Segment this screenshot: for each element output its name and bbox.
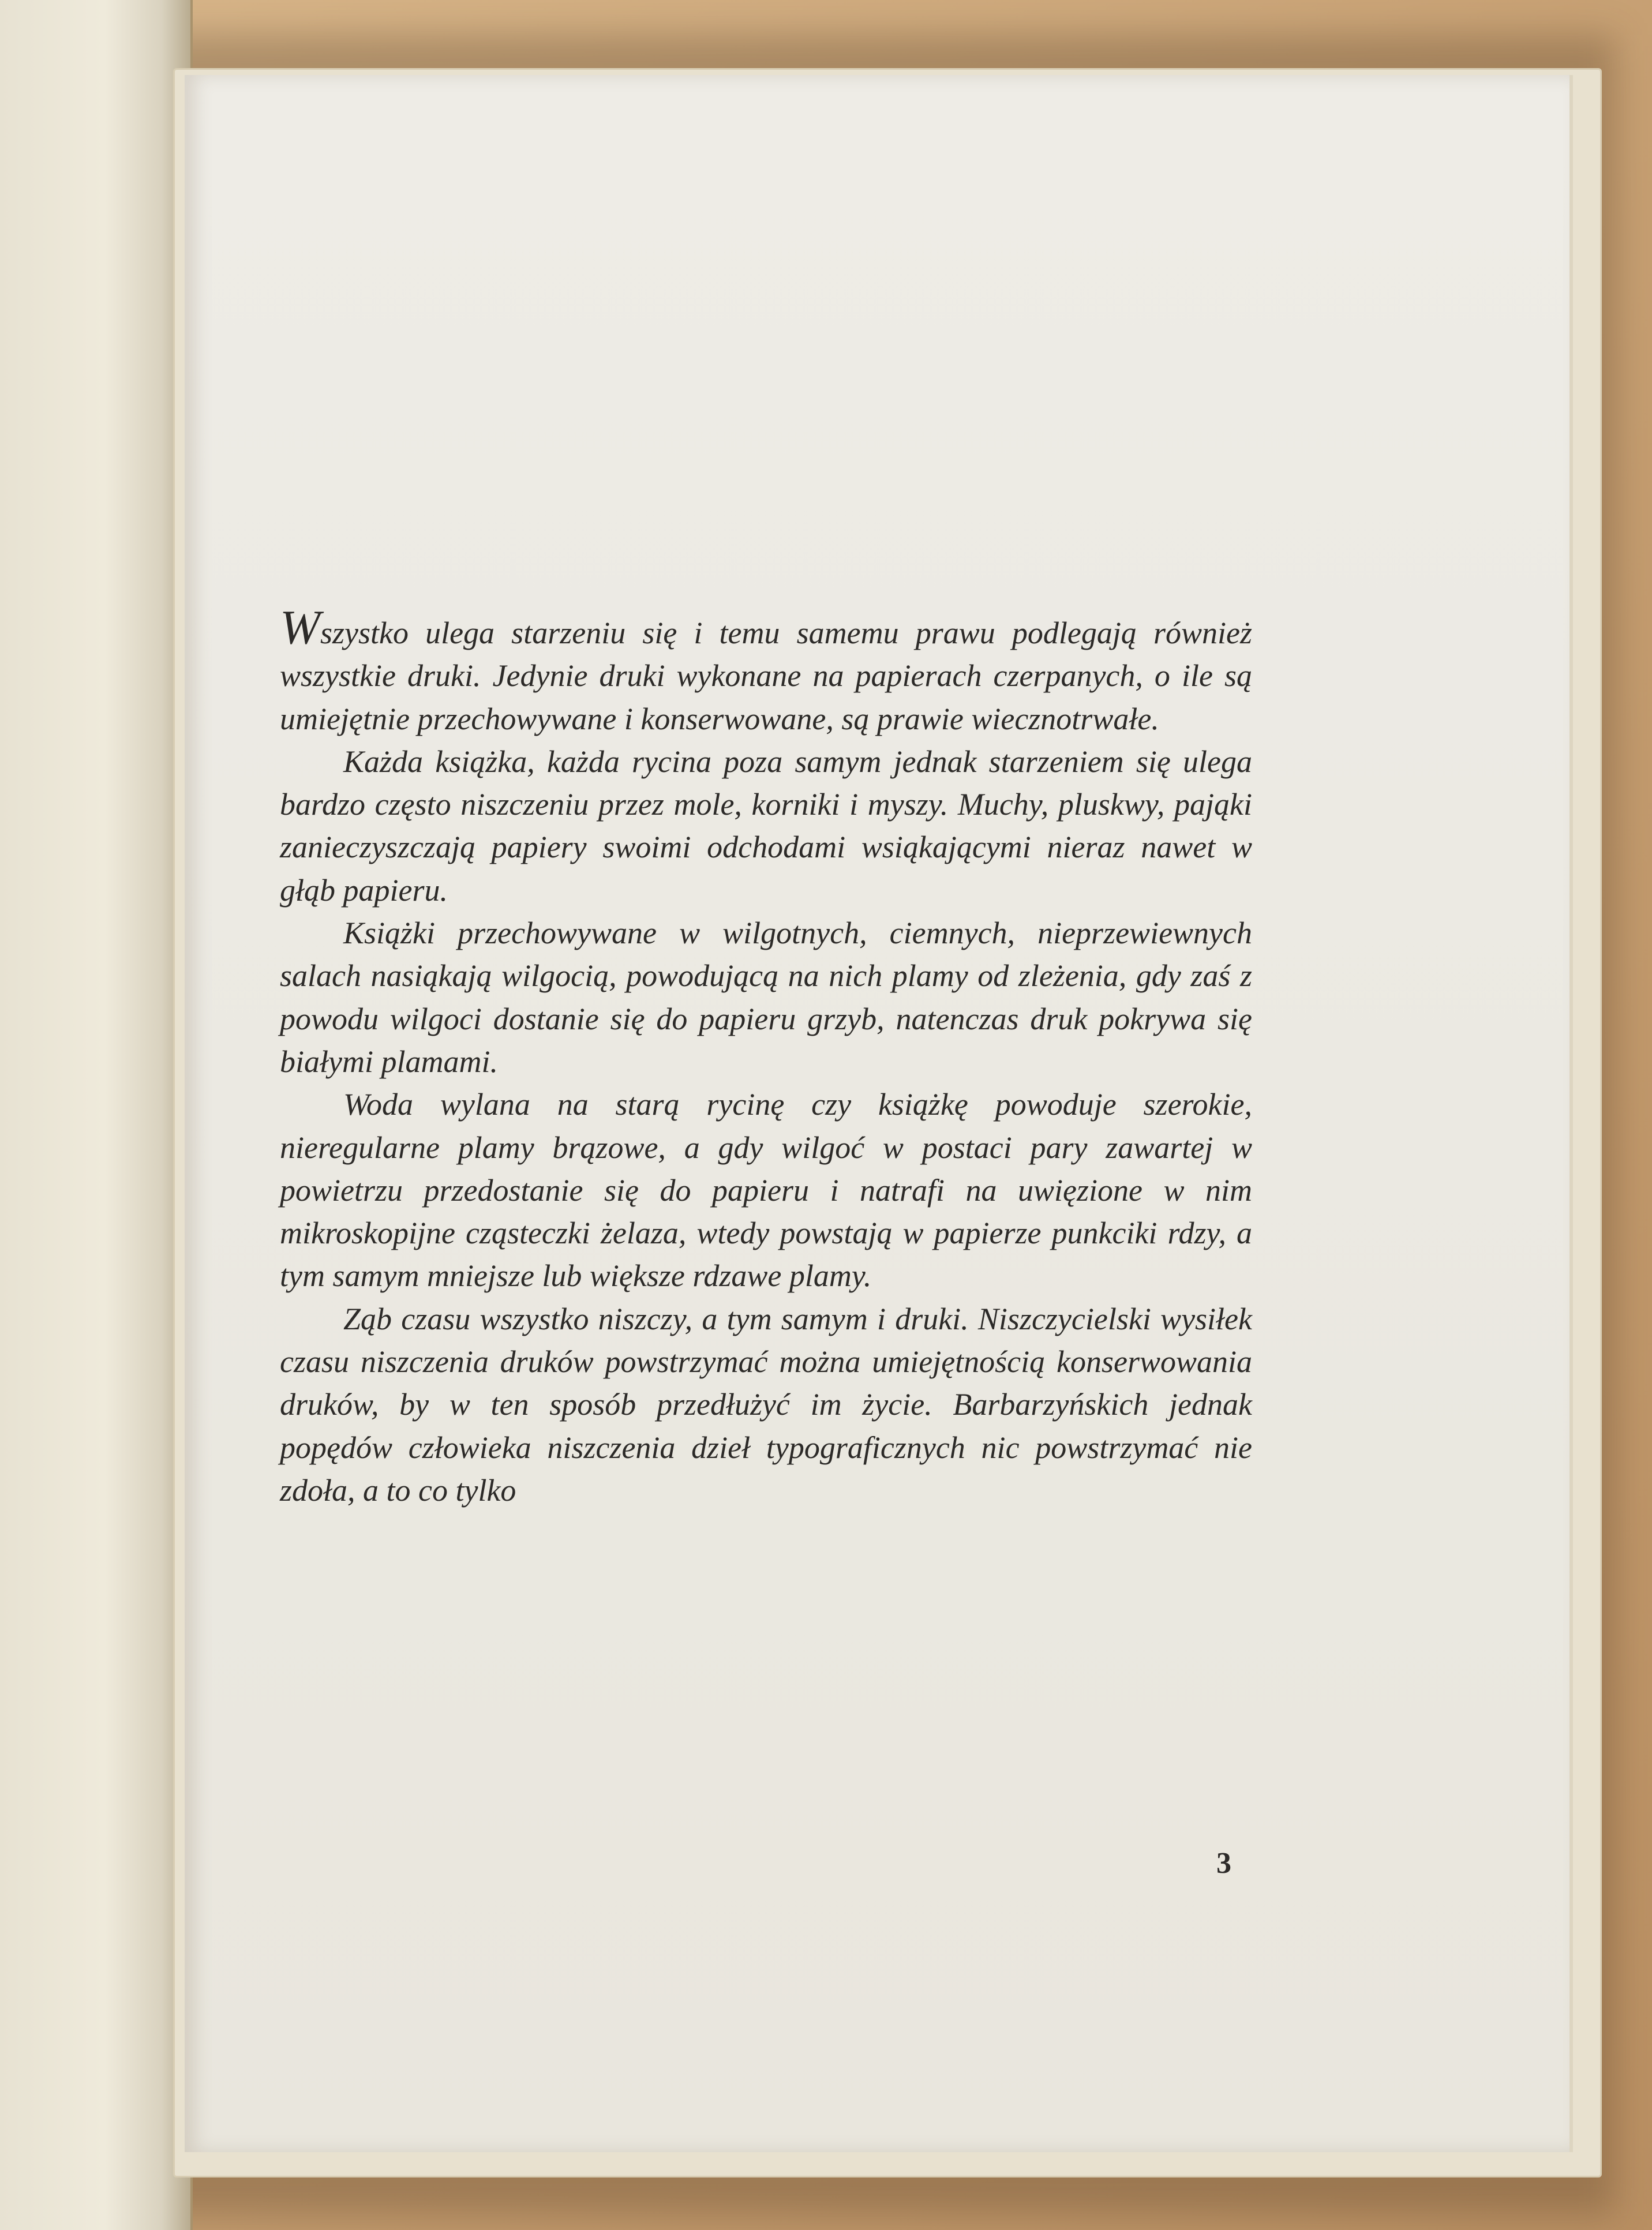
paragraph-1 (280, 601, 1252, 740)
paragraph-3: Książki przechowywane w wilgotnych, ciemnych, nieprzewiewnych salach nasiąkają wilgocią, powodującą na nich plamy od zleżenia, gdy zaś z powodu wilgoci dostanie się do papieru grzyb, natenczas druk pokrywa się białymi plamami. (280, 916, 1252, 1079)
paragraph-4: Woda wylana na starą rycinę czy książkę powoduje szerokie, nieregularne plamy brązowe, a gdy wilgoć w postaci pary zawartej w powietrzu przedostanie się do papieru i natrafi na uwięzione w nim mikroskopijne cząsteczki żelaza, wtedy powstają w papierze punkciki rdzy, a tym samym mniejsze lub większe rdzawe plamy. (280, 1087, 1252, 1294)
paragraph-1-text: szystko ulega starzeniu się i temu samemu prawu podlegają również wszystkie druki. Jedynie druki wykonane na papierach czerpanych, o ile są umiejętnie przechowywane i konserwowane, są prawie wiecznotrwałe. (280, 616, 1252, 736)
body-text (280, 601, 1252, 1512)
paragraph-5: Ząb czasu wszystko niszczy, a tym samym i druki. Niszczycielski wysiłek czasu niszczenia druków powstrzymać można umiejętnością konserwowania druków, by w ten sposób przedłużyć im życie. Barbarzyńskich jednak popędów człowieka niszczenia dzieł typograficznych nic powstrzymać nie zdoła, a to co tylko (280, 1301, 1252, 1508)
paragraph-2: Każda książka, każda rycina poza samym jednak starzeniem się ulega bardzo często niszczeniu przez mole, korniki i myszy. Muchy, pluskwy, pająki zanieczyszczają papiery swoimi odchodami wsiąkającymi nieraz nawet w głąb papieru. (280, 744, 1252, 908)
left-page (0, 0, 193, 2230)
initial-letter: W (280, 601, 320, 654)
page-number: 3 (1216, 1847, 1231, 1880)
